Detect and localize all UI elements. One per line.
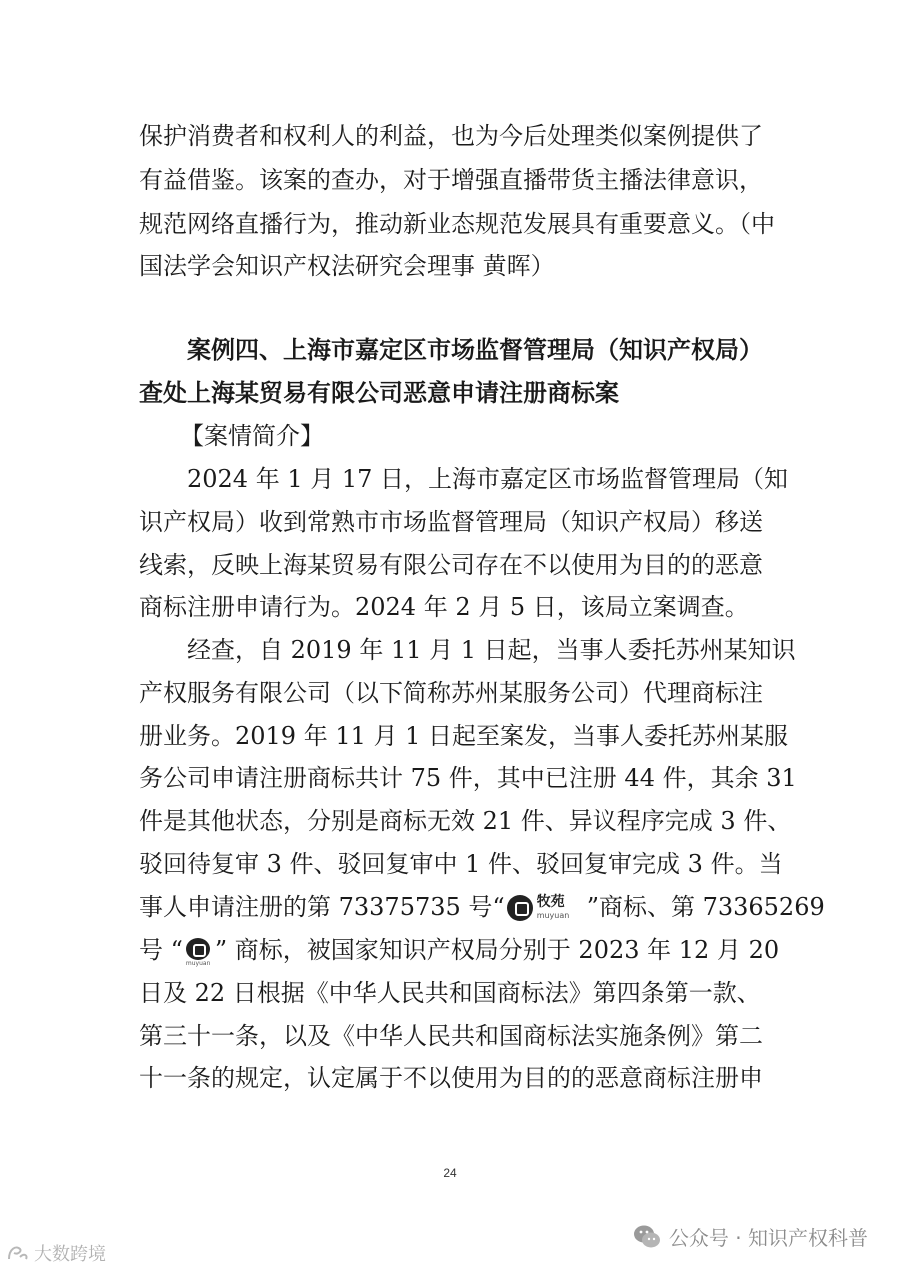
- text-line: 产权服务有限公司（以下简称苏州某服务公司）代理商标注: [139, 679, 763, 707]
- text-line: 规范网络直播行为，推动新业态规范发展具有重要意义。（中: [139, 210, 775, 238]
- text-line: 商标注册申请行为。2024 年 2 月 5 日，该局立案调查。: [139, 593, 749, 621]
- text-line: 2024 年 1 月 17 日，上海市嘉定区市场监督管理局（知: [187, 465, 789, 493]
- wechat-watermark: [633, 1222, 868, 1251]
- trademark-logo-mark: [183, 936, 215, 968]
- text-line: 件是其他状态，分别是商标无效 21 件、异议程序完成 3 件、: [139, 807, 792, 835]
- text-line: 日及 22 日根据《中华人民共和国商标法》第四条第一款、: [139, 979, 761, 1007]
- text-line: 国法学会知识产权法研究会理事 黄晖）: [139, 252, 555, 280]
- text-line-with-logo: [139, 934, 779, 968]
- logo-mark-icon: [507, 895, 533, 921]
- watermark-text: 大数跨境: [34, 1244, 106, 1265]
- watermark-text: 公众号 · 知识产权科普: [668, 1226, 868, 1250]
- case-title-line: 查处上海某贸易有限公司恶意申请注册商标案: [139, 378, 619, 407]
- text-segment: 事人申请注册的第 73375735 号“: [139, 893, 505, 921]
- text-line-with-logo: [139, 891, 825, 925]
- text-segment: ”商标、第 73365269: [586, 893, 825, 921]
- trademark-logo-muyuan: [505, 893, 587, 925]
- text-line: 保护消费者和权利人的利益，也为今后处理类似案例提供了: [139, 122, 763, 150]
- text-segment: ” 商标，被国家知识产权局分别于 2023 年 12 月 20: [214, 936, 780, 964]
- text-line: 识产权局）收到常熟市市场监督管理局（知识产权局）移送: [139, 508, 763, 536]
- text-line: 第三十一条，以及《中华人民共和国商标法实施条例》第二: [139, 1022, 763, 1050]
- wechat-icon: [633, 1224, 661, 1250]
- logo-mark-icon: [186, 938, 210, 960]
- text-segment: 号 “: [139, 936, 183, 964]
- brand-watermark: [6, 1240, 106, 1266]
- logo-subtext: muyuan: [185, 959, 211, 967]
- brand-logo-icon: [6, 1243, 30, 1263]
- text-line: 有益借鉴。该案的查办，对于增强直播带货主播法律意识，: [139, 166, 763, 194]
- case-title-line: 案例四、上海市嘉定区市场监督管理局（知识产权局）: [187, 335, 763, 364]
- text-line: 经查，自 2019 年 11 月 1 日起，当事人委托苏州某知识: [187, 636, 796, 664]
- text-line: 驳回待复审 3 件、驳回复审中 1 件、驳回复审完成 3 件。当: [139, 850, 783, 878]
- logo-text: 牧苑: [536, 893, 565, 910]
- text-line: 务公司申请注册商标共计 75 件，其中已注册 44 件，其余 31: [139, 764, 797, 792]
- logo-subtext: muyuan: [536, 910, 570, 920]
- text-line: 册业务。2019 年 11 月 1 日起至案发，当事人委托苏州某服: [139, 722, 789, 750]
- text-line: 十一条的规定，认定属于不以使用为目的的恶意商标注册申: [139, 1064, 763, 1092]
- text-line: 线索，反映上海某贸易有限公司存在不以使用为目的的恶意: [139, 551, 763, 579]
- page-number: 24: [443, 1166, 457, 1180]
- section-label: 【案情简介】: [180, 422, 324, 450]
